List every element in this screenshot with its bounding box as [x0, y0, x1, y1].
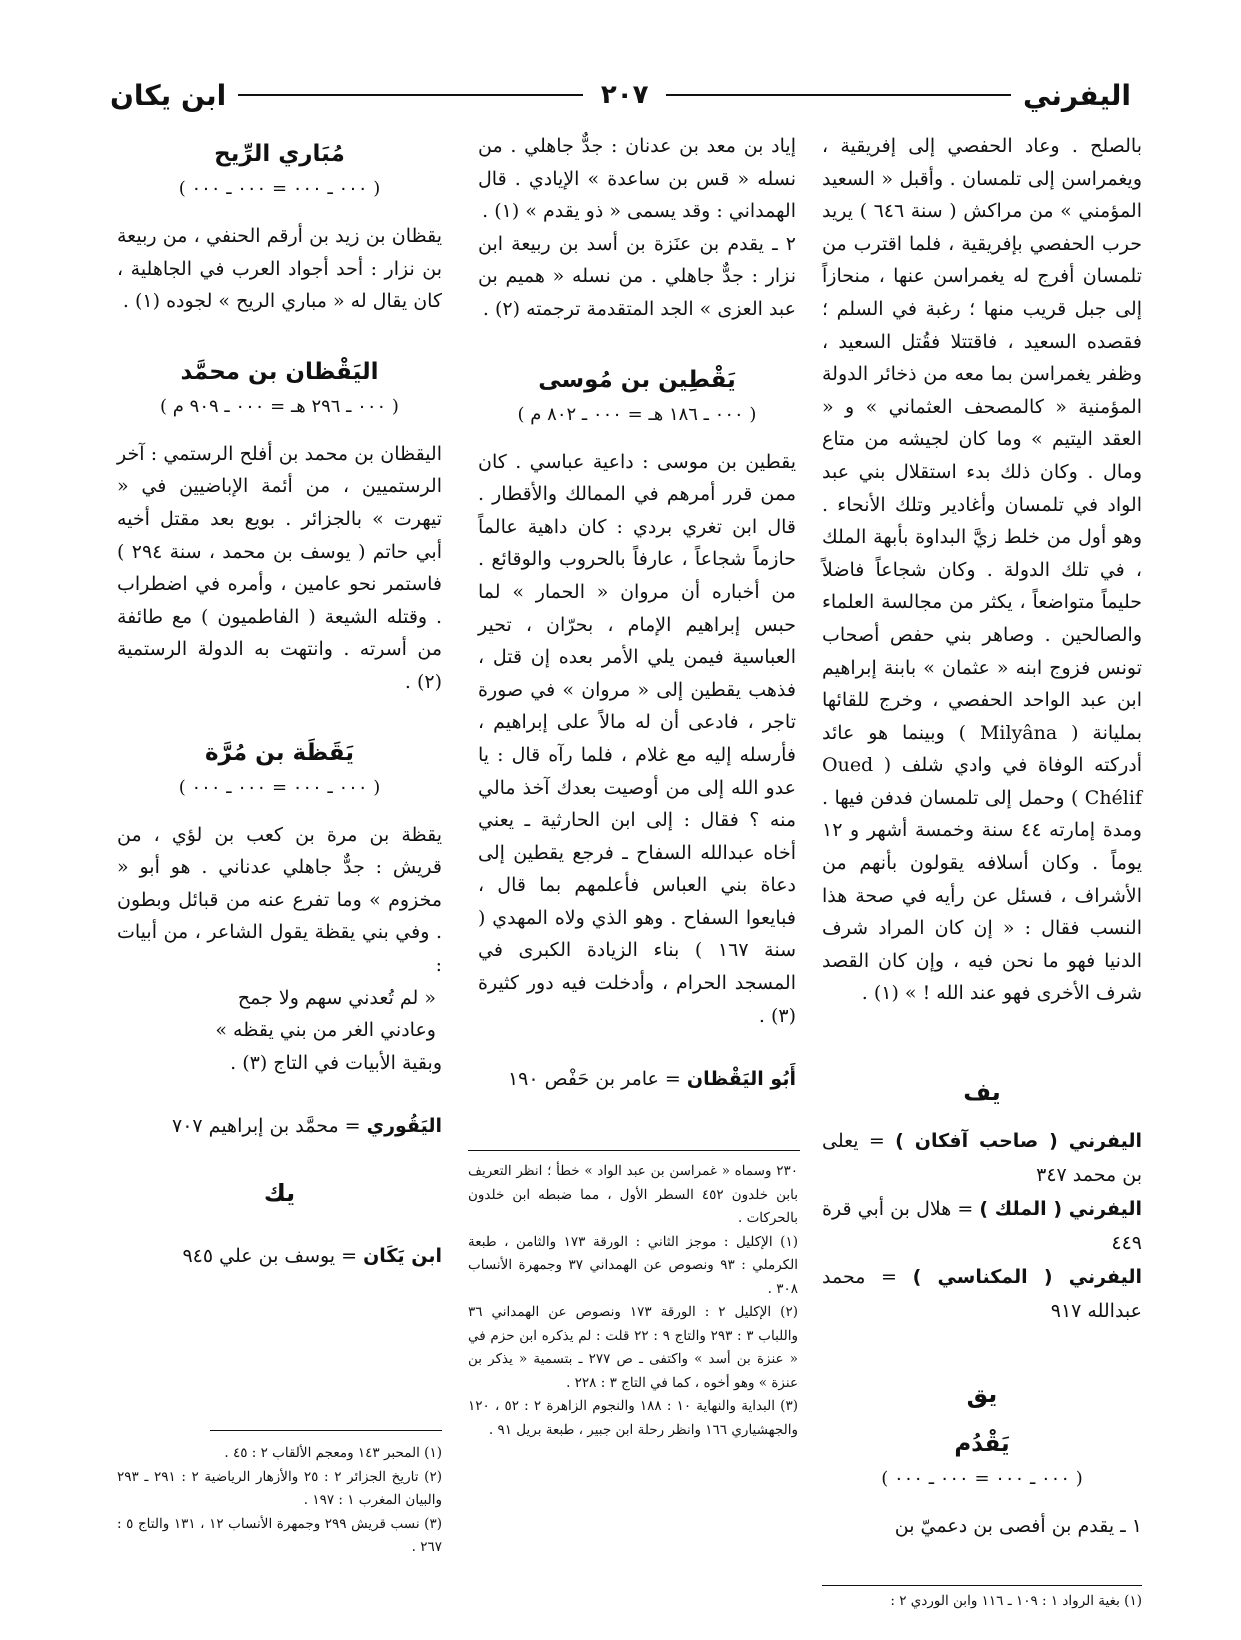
- entry-dates: ( ٠٠٠ ـ ٠٠٠ = ٠٠٠ ـ ٠٠٠ ): [178, 776, 381, 798]
- yaghmurasan-continuation: بالصلح . وعاد الحفصي إلى إفريقية ، ويغمراسن إلى تلمسان . وأقبل « السعيد المؤمني » من مراكش ( سنة ٦٤٦ ) يريد حرب الحفصي بإفريقية ، فلما اقترب من تلمسان أفرج له يغمراسن عنها ، منحازاً إلى جبل قريب منها ؛ رغبة في السلم ؛ فقصده السعيد ، فاقتتلا فقُتل السعيد ، وظفر يغمراسن بما معه من ذخائر الدولة المؤمنية « كالمصحف العثماني » و « العقد اليتيم » وما كان لجيشه من متاع ومال . وكان ذلك بدء استقلال بني عبد الواد في تلمسان وأغادير وتلك الأنحاء . وهو أول من خلط زيَّ البداوة بأبهة الملك ، في تلك الدولة . وكان شجاعاً فاضلاً حليماً متواضعاً ، يكثر من مجالسة العلماء والصالحين . وصاهر بني حفص أصحاب تونس فزوج ابنه « عثمان » بابنة إبراهيم ابن عبد الواحد الحفصي ، وخرج للقائها بمليانة ( Milyâna ) وبينما هو عائد أدركته الوفاة في وادي شلف ( Oued Chélif ) وحمل إلى تلمسان فدفن فيها . ومدة إمارته ٤٤ سنة وخمسة أشهر و ١٢ يوماً . وكان أسلافه يقولون بأنهم من الأشراف ، فسئل عن رأيه في صحة هذا النسب فقال : « إن كان المراد شرف الدنيا فهو ما نحن فيه ، وإن كان القصد شرف الأخرى فهو عند الله ! » (١) .: [822, 135, 1142, 1005]
- footnote: ٢٣٠ وسماه « غمراسن بن عبد الواد » خطأ ؛ انظر التعريف بابن خلدون ٤٥٢ السطر الأول ، مما ضبطه ابن خلدون بالحركات .: [468, 1163, 798, 1226]
- entry-dates: ( ٠٠٠ ـ ١٨٦ هـ = ٠٠٠ ـ ٨٠٢ م ): [517, 403, 757, 425]
- entry-title: يَقْدُم: [954, 1431, 1010, 1458]
- left-column: [117, 130, 442, 1273]
- middle-footnotes: [468, 1160, 798, 1442]
- cross-reference: [822, 1192, 1142, 1260]
- yaqdum-1-continuation: إياد بن معد بن عدنان : جدٌّ جاهلي . من نسله « قس بن ساعدة » الإيادي . قال الهمداني : وقد يسمى « ذو يقدم » (١) .: [478, 135, 796, 223]
- footnote-rule: [468, 1150, 800, 1151]
- running-header: [110, 70, 1131, 120]
- xref-name: اليفرني ( صاحب آفكان ): [895, 1130, 1142, 1153]
- xref-target: = يوسف بن علي ٩٤٥: [182, 1245, 358, 1268]
- entry-text: ١ ـ يقدم بن أفصى بن دعميّ بن: [894, 1515, 1142, 1538]
- entry-text: يقظان بن زيد بن أرقم الحنفي ، من ربيعة بن نزار : أحد أجواد العرب في الجاهلية ، كان يقال له « مباري الريح » لجوده (١) .: [117, 225, 442, 313]
- footnote-rule: [210, 1430, 442, 1431]
- cross-reference: [117, 1239, 442, 1273]
- entry-text: وبقية الأبيات في التاج (٣) .: [230, 1051, 442, 1074]
- xref-target: = محمد عبدالله ٩١٧: [822, 1266, 1142, 1323]
- cross-reference: [117, 1109, 442, 1143]
- page-number: ٢٠٧: [600, 80, 649, 110]
- xref-target: = يعلى بن محمد ٣٤٧: [822, 1130, 1142, 1187]
- entry-dates: ( ٠٠٠ ـ ٠٠٠ = ٠٠٠ ـ ٠٠٠ ): [881, 1468, 1083, 1490]
- entry-title: يَقَظَة بن مُرَّة: [204, 739, 355, 766]
- xref-target: = عامر بن حَفْص ١٩٠: [507, 1068, 681, 1091]
- entry-text: يقطين بن موسى : داعية عباسي . كان ممن قرر أمرهم في الممالك والأقطار . قال ابن تغري بردي : كان داهية عالماً حازماً شجاعاً ، عارفاً بالحروب والوقائع . من أخباره أن مروان « الحمار » لما حبس إبراهيم الإمام ، بحرّان ، تحير العباسية فيمن يلي الأمر بعده إن قتل ، فذهب يقطين إلى « مروان » في صورة تاجر ، فادعى أن له مالاً على إبراهيم ، فأرسله إليه مع غلام ، فلما رآه قال : يا عدو الله إلى من أوصيت بعدك آخذ مالي منه ؟ فقال : إلى ابن الحارثية ـ يعني أخاه عبدالله السفاح ـ فرجع يقطين إلى دعاة بني العباس فأعلمهم بما قال ، فبايعوا السفاح . وهو الذي ولاه المهدي ( سنة ١٦٧ ) بناء الزيادة الكبرى في المسجد الحرام ، وأدخلت فيه دور كثيرة (٣) .: [478, 450, 796, 1027]
- xref-target: = محمَّد بن إبراهيم ٧٠٧: [172, 1115, 361, 1138]
- entry-dates: ( ٠٠٠ ـ ٢٩٦ هـ = ٠٠٠ ـ ٩٠٩ م ): [160, 395, 399, 417]
- section-heading-yf: يف: [963, 1078, 1001, 1107]
- section-heading-yk: يك: [263, 1179, 296, 1208]
- entry-title: مُبَاري الرِّيح: [214, 141, 345, 167]
- entry-title: اليَقْظان بن محمَّد: [180, 358, 379, 385]
- footnote: (١) بغية الرواد ١ : ١٠٩ ـ ١١٦ وابن الوردي ٢ :: [890, 1593, 1142, 1609]
- footnote: (٣) نسب قريش ٢٩٩ وجمهرة الأنساب ١٢ ، ١٣١ والتاج ٥ : ٢٦٧ .: [117, 1515, 442, 1555]
- xref-name: اليفرني ( المكناسي ): [912, 1266, 1142, 1289]
- cross-reference: [822, 1260, 1142, 1328]
- entry-text: اليقظان بن محمد بن أفلح الرستمي : آخر الرستميين ، من أئمة الإباضيين في « تيهرت » بالجزائر . بويع بعد مقتل أخيه أبي حاتم ( يوسف بن محمد ، سنة ٢٩٤ ) فاستمر نحو عامين ، وأمره في اضطراب . وقتله الشيعة ( الفاطميون ) مع طائفة من أسرته . وانتهت به الدولة الرستمية (٢) .: [117, 442, 442, 693]
- entry-title: يَقْطِين بن مُوسى: [538, 366, 736, 393]
- footnote: (٢) تاريخ الجزائر ٢ : ٢٥ والأزهار الرياضية ٢ : ٢٩١ ـ ٢٩٣ والبيان المغرب ١ : ١٩٧ .: [117, 1468, 442, 1508]
- right-column: [822, 130, 1142, 1543]
- yaqdum-2-entry: ٢ ـ يقدم بن عنَزة بن أسد بن ربيعة ابن نزار : جدٌّ جاهلي . من نسله « هميم بن عبد العزى » الجد المتقدمة ترجمته (٢) .: [478, 232, 796, 320]
- right-footnotes: [822, 1590, 1142, 1614]
- xref-name: أَبُو اليَقْظان: [686, 1068, 796, 1091]
- xref-name: ابن يَكَان: [363, 1245, 442, 1268]
- footnote: (٢) الإكليل ٢ : الورقة ١٧٣ ونصوص عن الهمداني ٣٦ واللباب ٣ : ٢٩٣ والتاج ٩ : ٢٢ قلت : لم يذكره ابن حزم في « عنزة بن أسد » واكتفى ـ ص ٢٧٧ ـ بتسمية « يذكر بن عنزة » وهو أخوه ، كما في التاج ٣ : ٢٢٨ .: [468, 1304, 799, 1391]
- section-heading-yq: يق: [966, 1380, 998, 1409]
- header-rule-right: [666, 94, 1011, 96]
- header-right-word: اليفرني: [1023, 78, 1131, 112]
- header-rule-left: [238, 94, 583, 96]
- footnote: (٣) البداية والنهاية ١٠ : ١٨٨ والنجوم الزاهرة ٢ : ٥٢ ، ١٢٠ والجهشياري ١٦٦ وانظر رحلة ابن جبير ، طبعة بريل ٩١ .: [468, 1398, 798, 1438]
- xref-target: = هلال بن أبي قرة ٤٤٩: [822, 1198, 1142, 1255]
- entry-dates: ( ٠٠٠ ـ ٠٠٠ = ٠٠٠ ـ ٠٠٠ ): [178, 178, 381, 199]
- footnote: (١) الإكليل : موجز الثاني : الورقة ١٧٣ والثامن ، طبعة الكرملي : ٩٣ ونصوص عن الهمداني ٣٧ وجمهرة الأنساب ٣٠٨ .: [468, 1233, 798, 1297]
- middle-column: [478, 130, 796, 1096]
- entry-text: يقظة بن مرة بن كعب بن لؤي ، من قريش : جدٌّ جاهلي عدناني . هو أبو « مخزوم » وما تفرع عنه من قبائل وبطون . وفي بني يقظة يقول الشاعر ، من أبيات :: [117, 823, 442, 976]
- footnote: (١) المحبر ١٤٣ ومعجم الألقاب ٢ : ٤٥ .: [224, 1445, 442, 1461]
- poem-verse: « لم تُعدني سهم ولا جمح: [237, 986, 436, 1009]
- poem-verse: وعادني الغر من بني يقظه »: [215, 1019, 436, 1042]
- footnote-rule: [822, 1585, 1142, 1586]
- xref-name: اليَقُوري: [366, 1115, 442, 1138]
- header-left-word: ابن يكان: [109, 78, 227, 112]
- cross-reference: [822, 1124, 1142, 1192]
- cross-reference: [478, 1062, 796, 1096]
- left-footnotes: [117, 1442, 442, 1560]
- xref-name: اليفرني ( الملك ): [979, 1198, 1142, 1221]
